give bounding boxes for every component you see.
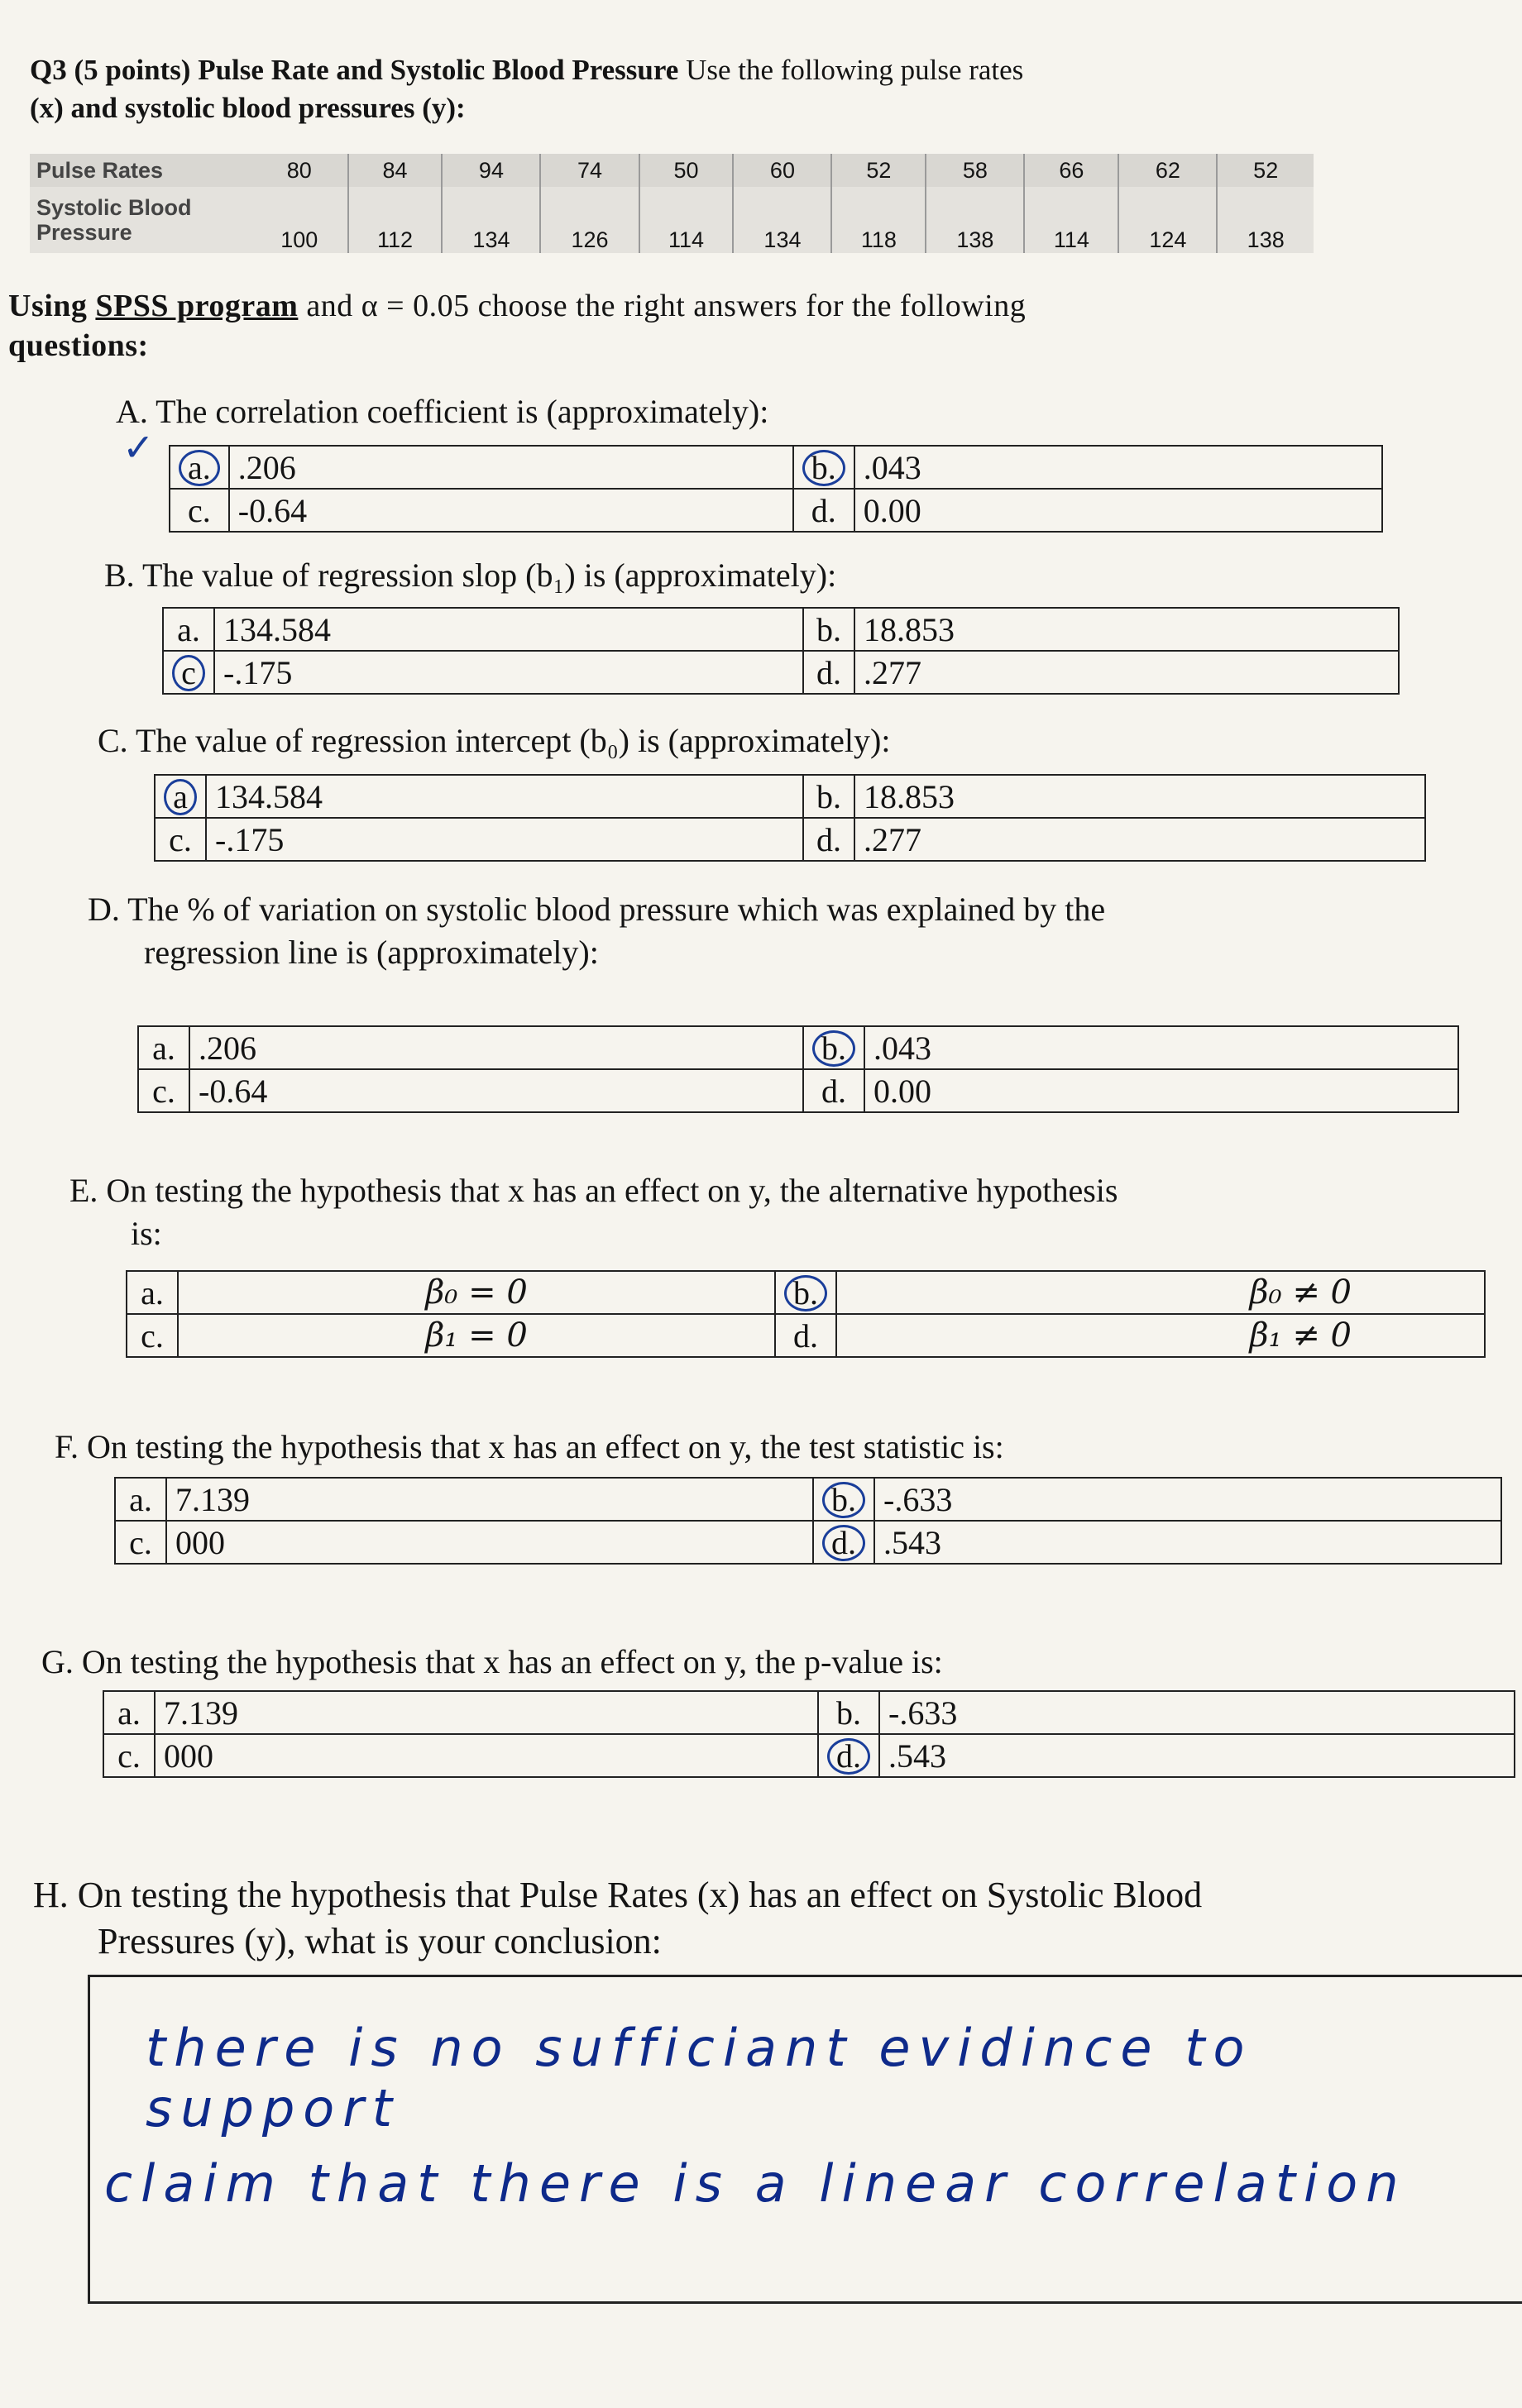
instructions-paragraph <box>8 286 1332 366</box>
choice-label-a: a. <box>138 1026 189 1069</box>
pulse-cell: 66 <box>1024 154 1118 187</box>
question-e-choices <box>126 1270 1486 1358</box>
choice-c-value: -.175 <box>206 818 803 861</box>
data-table <box>30 154 1314 253</box>
choice-label-b: b. <box>818 1691 879 1734</box>
choice-c-value: β₁ = 0 <box>178 1314 775 1357</box>
choice-a-value: 7.139 <box>166 1478 813 1521</box>
question-c-choices <box>154 774 1426 862</box>
pulse-cell: 50 <box>639 154 734 187</box>
choice-label-b: b. <box>802 450 845 486</box>
choice-a-value: 7.139 <box>155 1691 818 1734</box>
pulse-cell: 94 <box>442 154 540 187</box>
question-d-text <box>88 888 1494 974</box>
pulse-rate-label: Pulse Rates <box>30 154 251 187</box>
question-d-line-1: D. The % of variation on systolic blood pressure which was explained by the <box>88 891 1106 928</box>
question-header <box>30 51 1436 127</box>
choice-label-c: c <box>172 655 205 691</box>
question-c-text: C. The value of regression intercept (b₀) is (approximately): <box>98 722 891 759</box>
choice-d-value: 0.00 <box>864 1069 1458 1112</box>
systolic-label: Systolic Blood Pressure <box>30 187 251 253</box>
question-h-text <box>33 1872 1505 1965</box>
choice-d-value: .543 <box>874 1521 1501 1564</box>
question-g-choices <box>103 1690 1515 1778</box>
choice-a-value: β₀ = 0 <box>178 1271 775 1314</box>
choice-label-d: d. <box>775 1314 836 1357</box>
question-a-text: A. The correlation coefficient is (approximately): <box>116 393 769 430</box>
choice-label-d: d. <box>793 489 854 532</box>
question-f-text: F. On testing the hypothesis that x has an effect on y, the test statistic is: <box>55 1428 1004 1465</box>
spss-program: SPSS program <box>95 289 299 323</box>
choice-a-value: 134.584 <box>206 775 803 818</box>
handwritten-answer-line-1: there is no sufficiant evidince to support <box>146 2018 1253 2138</box>
choice-label-b: b. <box>812 1030 855 1067</box>
question-f-choices <box>114 1477 1502 1565</box>
systolic-cell: 134 <box>733 187 831 253</box>
choice-c-value: 000 <box>166 1521 813 1564</box>
choice-d-value: .277 <box>854 818 1425 861</box>
choice-b-value: 18.853 <box>854 775 1425 818</box>
choice-label-d: d. <box>803 1069 864 1112</box>
choice-label-c: c. <box>115 1521 166 1564</box>
choice-d-value: .277 <box>854 651 1399 694</box>
choice-d-value: .543 <box>879 1734 1515 1777</box>
choice-label-a: a. <box>115 1478 166 1521</box>
choice-label-c: c. <box>127 1314 178 1357</box>
choice-label-c: c. <box>103 1734 155 1777</box>
question-d-line-2: regression line is (approximately): <box>144 934 599 971</box>
pulse-cell: 62 <box>1118 154 1217 187</box>
choice-b-value: .043 <box>854 446 1382 489</box>
choice-a-value: .206 <box>189 1026 803 1069</box>
choice-label-a: a. <box>163 608 214 651</box>
check-mark: ✓ <box>122 427 155 469</box>
choice-label-a: a. <box>127 1271 178 1314</box>
choice-a-value: .206 <box>229 446 793 489</box>
systolic-cell: 118 <box>831 187 926 253</box>
systolic-cell: 114 <box>639 187 734 253</box>
choice-label-d: d. <box>822 1525 865 1561</box>
intro-prefix: Using <box>8 289 88 323</box>
choice-b-value: 18.853 <box>854 608 1399 651</box>
choice-label-b: b. <box>803 608 854 651</box>
choice-b-value: β₀ ≠ 0 <box>836 1271 1485 1314</box>
choice-d-value: β₁ ≠ 0 <box>836 1314 1485 1357</box>
question-h-line-1: H. On testing the hypothesis that Pulse Rates (x) has an effect on Systolic Blood <box>33 1875 1203 1915</box>
systolic-cell: 112 <box>348 187 443 253</box>
choice-label-d: d. <box>803 651 854 694</box>
question-e-text <box>69 1169 1492 1255</box>
pulse-cell: 74 <box>540 154 639 187</box>
choice-c-value: -0.64 <box>229 489 793 532</box>
question-h-line-2: Pressures (y), what is your conclusion: <box>98 1921 662 1961</box>
pulse-cell: 80 <box>251 154 348 187</box>
intro-line-2: questions: <box>8 328 149 363</box>
choice-d-value: 0.00 <box>854 489 1382 532</box>
choice-a-value: 134.584 <box>214 608 803 651</box>
pulse-cell: 84 <box>348 154 443 187</box>
choice-c-value: -0.64 <box>189 1069 803 1112</box>
systolic-row <box>30 187 1314 253</box>
choice-b-value: -.633 <box>874 1478 1501 1521</box>
choice-label-a: a <box>164 779 197 815</box>
choice-label-a: a. <box>103 1691 155 1734</box>
question-e-line-2: is: <box>131 1215 162 1252</box>
systolic-cell: 138 <box>1217 187 1314 253</box>
question-e-line-1: E. On testing the hypothesis that x has an effect on y, the alternative hypothesis <box>69 1172 1118 1209</box>
question-a-choices <box>169 445 1383 533</box>
choice-b-value: -.633 <box>879 1691 1515 1734</box>
choice-b-value: .043 <box>864 1026 1458 1069</box>
choice-c-value: -.175 <box>214 651 803 694</box>
systolic-cell: 114 <box>1024 187 1118 253</box>
question-instruction: Use the following pulse rates <box>686 54 1024 86</box>
choice-c-value: 000 <box>155 1734 818 1777</box>
choice-label-a: a. <box>179 450 220 486</box>
systolic-cell: 138 <box>926 187 1024 253</box>
systolic-cell: 124 <box>1118 187 1217 253</box>
systolic-cell: 126 <box>540 187 639 253</box>
pulse-cell: 58 <box>926 154 1024 187</box>
question-title: Q3 (5 points) Pulse Rate and Systolic Blood Pressure <box>30 54 679 86</box>
choice-label-c: c. <box>170 489 229 532</box>
intro-suffix: and α = 0.05 choose the right answers for the following <box>306 289 1027 323</box>
choice-label-c: c. <box>138 1069 189 1112</box>
choice-label-b: b. <box>803 775 854 818</box>
choice-label-b: b. <box>822 1482 865 1518</box>
choice-label-c: c. <box>155 818 206 861</box>
choice-label-d: d. <box>803 818 854 861</box>
pulse-rate-row <box>30 154 1314 187</box>
pulse-cell: 52 <box>1217 154 1314 187</box>
pulse-cell: 60 <box>733 154 831 187</box>
handwritten-answer-line-2: claim that there is a linear correlation <box>104 2153 1407 2214</box>
systolic-cell: 134 <box>442 187 540 253</box>
question-g-text: G. On testing the hypothesis that x has an effect on y, the p-value is: <box>41 1643 943 1680</box>
choice-label-d: d. <box>827 1738 870 1775</box>
question-instruction-2: (x) and systolic blood pressures (y): <box>30 92 466 124</box>
question-d-choices <box>137 1025 1459 1113</box>
question-b-text: B. The value of regression slop (b₁) is (approximately): <box>104 557 837 594</box>
pulse-cell: 52 <box>831 154 926 187</box>
systolic-cell: 100 <box>251 187 348 253</box>
question-b-choices <box>162 607 1400 695</box>
choice-label-b: b. <box>784 1275 827 1312</box>
